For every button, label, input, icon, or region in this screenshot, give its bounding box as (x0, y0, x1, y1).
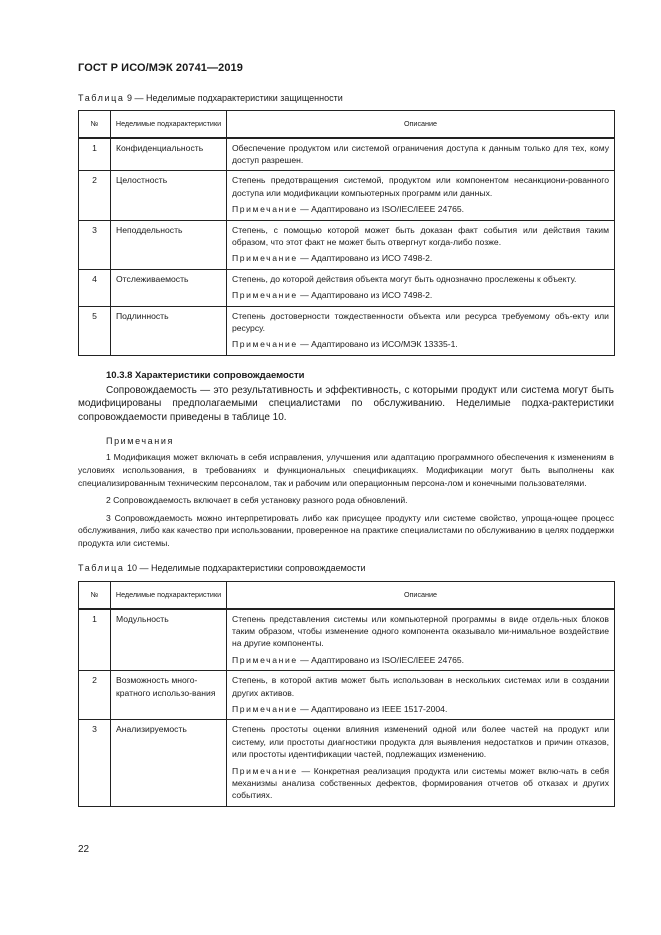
note-label: Примечание (232, 253, 298, 264)
subcharacteristic-name: Модульность (111, 609, 227, 671)
subcharacteristic-name: Возможность много-кратного использо-вания (111, 671, 227, 720)
description-cell (227, 220, 615, 269)
subcharacteristic-name: Подлинность (111, 306, 227, 355)
subcharacteristic-name: Конфиденциальность (111, 138, 227, 171)
row-number: 4 (79, 269, 111, 306)
description-cell (227, 609, 615, 671)
note-label: Примечание (232, 339, 298, 350)
table-row (79, 138, 615, 171)
table9 (78, 110, 615, 356)
row-number: 2 (79, 671, 111, 720)
note-text: — Адаптировано из ИСО 7498-2. (297, 253, 433, 264)
description-text: Степень предотвращения системой, продуктом или компонентом несанкциони-рованного доступа или модификации компьютерных программ или данных. (232, 175, 609, 198)
table10-caption-text: 10 — Неделимые подхарактеристики сопровождаемости (124, 563, 366, 573)
row-number: 2 (79, 171, 111, 220)
table9-header-desc: Описание (227, 111, 615, 138)
note-label: Примечание (232, 703, 298, 714)
note-paragraph-3: 3 Сопровождаемость можно интерпретировать либо как присущее продукту или системе свойство, упроща-ющее процесс обслуживания, либо как качество при использовании, проверенное на практике специалистами по обслуживанию в целях поддержки продукта или системы. (78, 512, 614, 548)
row-note (232, 289, 609, 301)
description-text: Степень, с помощью которой может быть доказан факт события или действия таким образом, что этот факт не может быть отвергнут когда-либо позже. (232, 224, 609, 247)
description-cell (227, 720, 615, 806)
page-number: 22 (78, 844, 90, 855)
table10 (78, 581, 615, 807)
description-cell (227, 171, 615, 220)
row-note (232, 203, 609, 215)
table-row (79, 171, 615, 220)
description-cell (227, 138, 615, 171)
note-label: Примечание (232, 654, 298, 665)
table9-header-num: № (79, 111, 111, 138)
note-label: Примечание (232, 204, 298, 215)
table-row (79, 269, 615, 306)
table-row (79, 609, 615, 671)
note-paragraph-1: 1 Модификация может включать в себя исправления, улучшения или адаптацию программного обеспечения к изменениям в условиях использования, в требованиях и функциональных спецификациях. Модификации могут быть выполнены как специализированным техническим персоналом, так и рабочим или операционным персона-лом и конечными пользователями. (78, 452, 614, 488)
row-note (232, 654, 609, 666)
document-header: ГОСТ Р ИСО/МЭК 20741—2019 (78, 62, 243, 74)
description-text: Степень простоты оценки влияния изменений одной или более частей на продукт или систему, или простоты диагностики продукта для выявления недостатков и причин отказов, или простоты идентификации частей, подлежащих изменению. (232, 724, 609, 760)
table10-header-num: № (79, 582, 111, 609)
note-text: — Адаптировано из ИСО 7498-2. (297, 290, 433, 301)
note-text: — Адаптировано из ISO/IEC/IEEE 24765. (297, 654, 465, 665)
row-number: 5 (79, 306, 111, 355)
note-text: — Адаптировано из ISO/IEC/IEEE 24765. (297, 204, 465, 215)
table9-caption (78, 93, 343, 103)
table9-caption-label: Таблица (78, 93, 125, 103)
description-text: Обеспечение продуктом или системой ограничения доступа к данным только для тех, кому доступ разрешен. (232, 142, 609, 165)
note-label: Примечание (232, 765, 298, 776)
table10-header-sub: Неделимые подхарактеристики (111, 582, 227, 609)
note-text: — Конкретная реализация продукта или системы может вклю-чать в себя механизмы анализа собственных дефектов, формирования отчетов об отказах и других событиях. (232, 765, 609, 801)
note-paragraph-2: 2 Сопровождаемость включает в себя установку разного рода обновлений. (106, 495, 408, 506)
row-number: 3 (79, 220, 111, 269)
row-note (232, 252, 609, 264)
table10-header-desc: Описание (227, 582, 615, 609)
description-text: Степень, в которой актив может быть использован в нескольких системах или в создании других активов. (232, 675, 609, 698)
section-title: 10.3.8 Характеристики сопровождаемости (106, 370, 305, 381)
description-text: Степень представления системы или компьютерной программы в виде отдель-ных блоков таким образом, чтобы изменение одного компонента оказывало ми-нимальное воздействие на другие компоненты. (232, 613, 609, 649)
table9-header-sub: Неделимые подхарактеристики (111, 111, 227, 138)
row-note (232, 338, 609, 350)
table10-caption (78, 563, 365, 573)
description-cell (227, 269, 615, 306)
row-number: 3 (79, 720, 111, 806)
table-row (79, 671, 615, 720)
notes-heading: Примечания (106, 435, 174, 446)
row-note (232, 703, 609, 715)
table-row (79, 306, 615, 355)
table10-caption-label: Таблица (78, 563, 125, 573)
note-text: — Адаптировано из IEEE 1517-2004. (297, 703, 448, 714)
row-note (232, 765, 609, 802)
description-text: Степень, до которой действия объекта могут быть однозначно прослежены к объекту. (232, 273, 577, 284)
table-row (79, 220, 615, 269)
description-text: Степень достоверности тождественности объекта или ресурса требуемому объ-екту или ресурсу. (232, 310, 609, 333)
row-number: 1 (79, 609, 111, 671)
table-row (79, 720, 615, 806)
subcharacteristic-name: Неподдельность (111, 220, 227, 269)
table9-caption-text: 9 — Неделимые подхарактеристики защищенности (124, 93, 343, 103)
description-cell (227, 671, 615, 720)
subcharacteristic-name: Анализируемость (111, 720, 227, 806)
row-number: 1 (79, 138, 111, 171)
description-cell (227, 306, 615, 355)
note-label: Примечание (232, 290, 298, 301)
subcharacteristic-name: Отслеживаемость (111, 269, 227, 306)
subcharacteristic-name: Целостность (111, 171, 227, 220)
note-text: — Адаптировано из ИСО/МЭК 13335-1. (297, 339, 458, 350)
section-paragraph: Сопровождаемость — это результативность и эффективность, с которыми продукт или система могут быть модифицированы предполагаемыми специалистами по обслуживанию. Неделимые подха-рактеристики сопровождаемости приведены в таблице 10. (78, 384, 614, 423)
section-maintainability (78, 370, 614, 555)
